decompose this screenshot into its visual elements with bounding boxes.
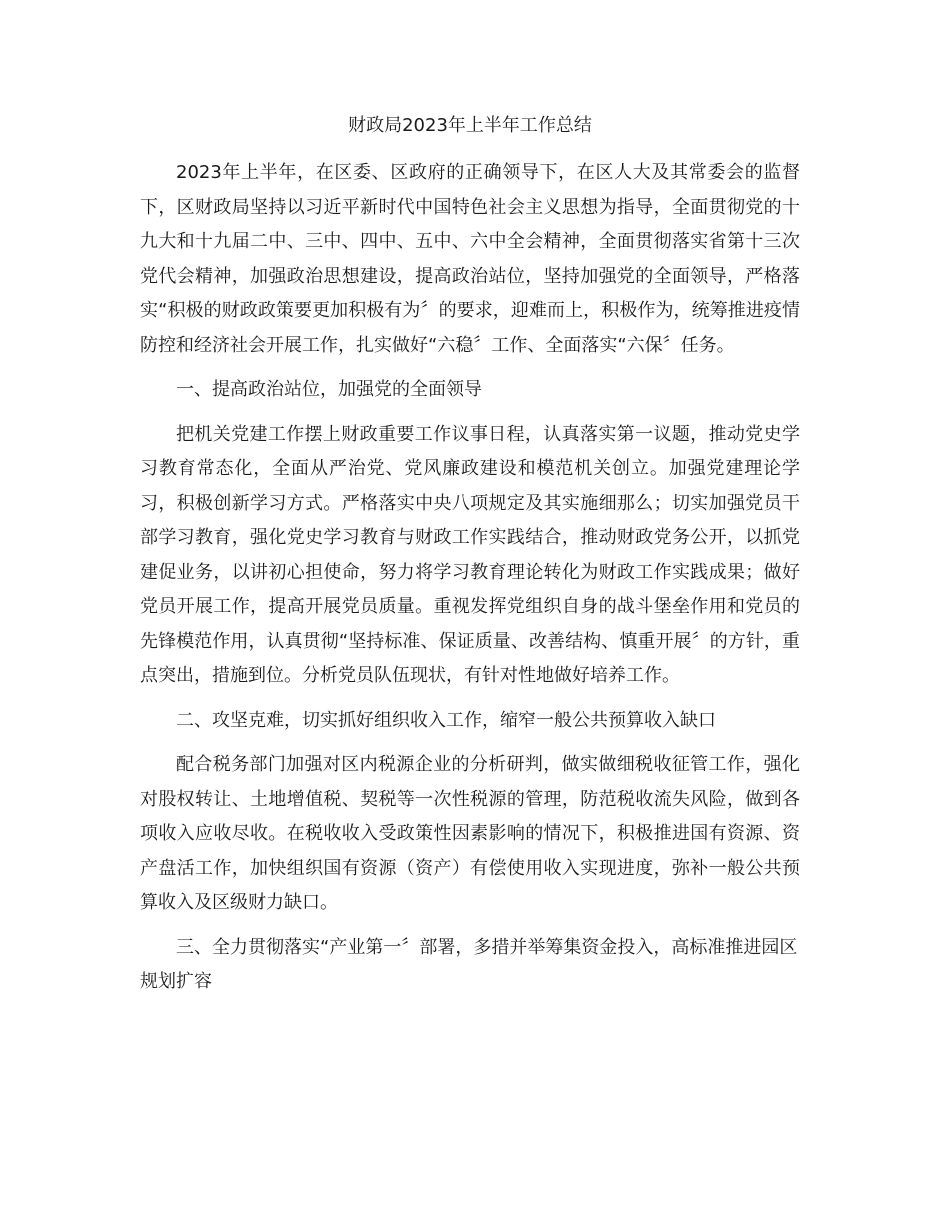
section-2-heading: 二、攻坚克难，切实抓好组织收入工作，缩窄一般公共预算收入缺口 — [176, 709, 716, 731]
document-body — [140, 110, 800, 1010]
section-3-heading: 三、全力贯彻落实“产业第一〞部署，多措并举筹集资金投入，高标准推进园区规划扩容 — [140, 936, 798, 992]
section-1-body: 把机关党建工作摆上财政重要工作议事日程，认真落实第一议题，推动党史学习教育常态化，全面从严治党、党风廉政建设和模范机关创立。加强党建理论学习，积极创新学习方式。严格落实中央八项规定及其实施细那么；切实加强党员干部学习教育，强化党史学习教育与财政工作实践结合，推动财政党务公开，以抓党建促业务，以讲初心担使命，努力将学习教育理论转化为财政工作实践成果；做好党员开展工作，提高开展党员质量。重视发挥党组织自身的战斗堡垒作用和党员的先锋模范作用，认真贯彻“坚持标准、保证质量、改善结构、慎重开展〞的方针，重点突出，措施到位。分析党员队伍现状，有针对性地做好培养工作。 — [140, 423, 800, 686]
document-title: 财政局2023年上半年工作总结 — [348, 115, 592, 136]
intro-paragraph: 2023年上半年，在区委、区政府的正确领导下，在区人大及其常委会的监督下，区财政局坚持以习近平新时代中国特色社会主义思想为指导，全面贯彻党的十九大和十九届二中、三中、四中、五中、六中全会精神，全面贯彻落实省第十三次党代会精神，加强政治思想建设，提高政治站位，坚持加强党的全面领导，严格落实“积极的财政政策要更加积极有为〞的要求，迎难而上，积极作为，统筹推进疫情防控和经济社会开展工作，扎实做好“六稳〞工作、全面落实“六保〞任务。 — [140, 162, 800, 356]
section-2-body: 配合税务部门加强对区内税源企业的分析研判，做实做细税收征管工作，强化对股权转让、土地增值税、契税等一次性税源的管理，防范税收流失风险，做到各项收入应收尽收。在税收收入受政策性因素影响的情况下，积极推进国有资源、资产盘活工作，加快组织国有资源（资产）有偿使用收入实现进度，弥补一般公共预算收入及区级财力缺口。 — [140, 754, 800, 913]
section-1-heading: 一、提高政治站位，加强党的全面领导 — [176, 379, 482, 400]
